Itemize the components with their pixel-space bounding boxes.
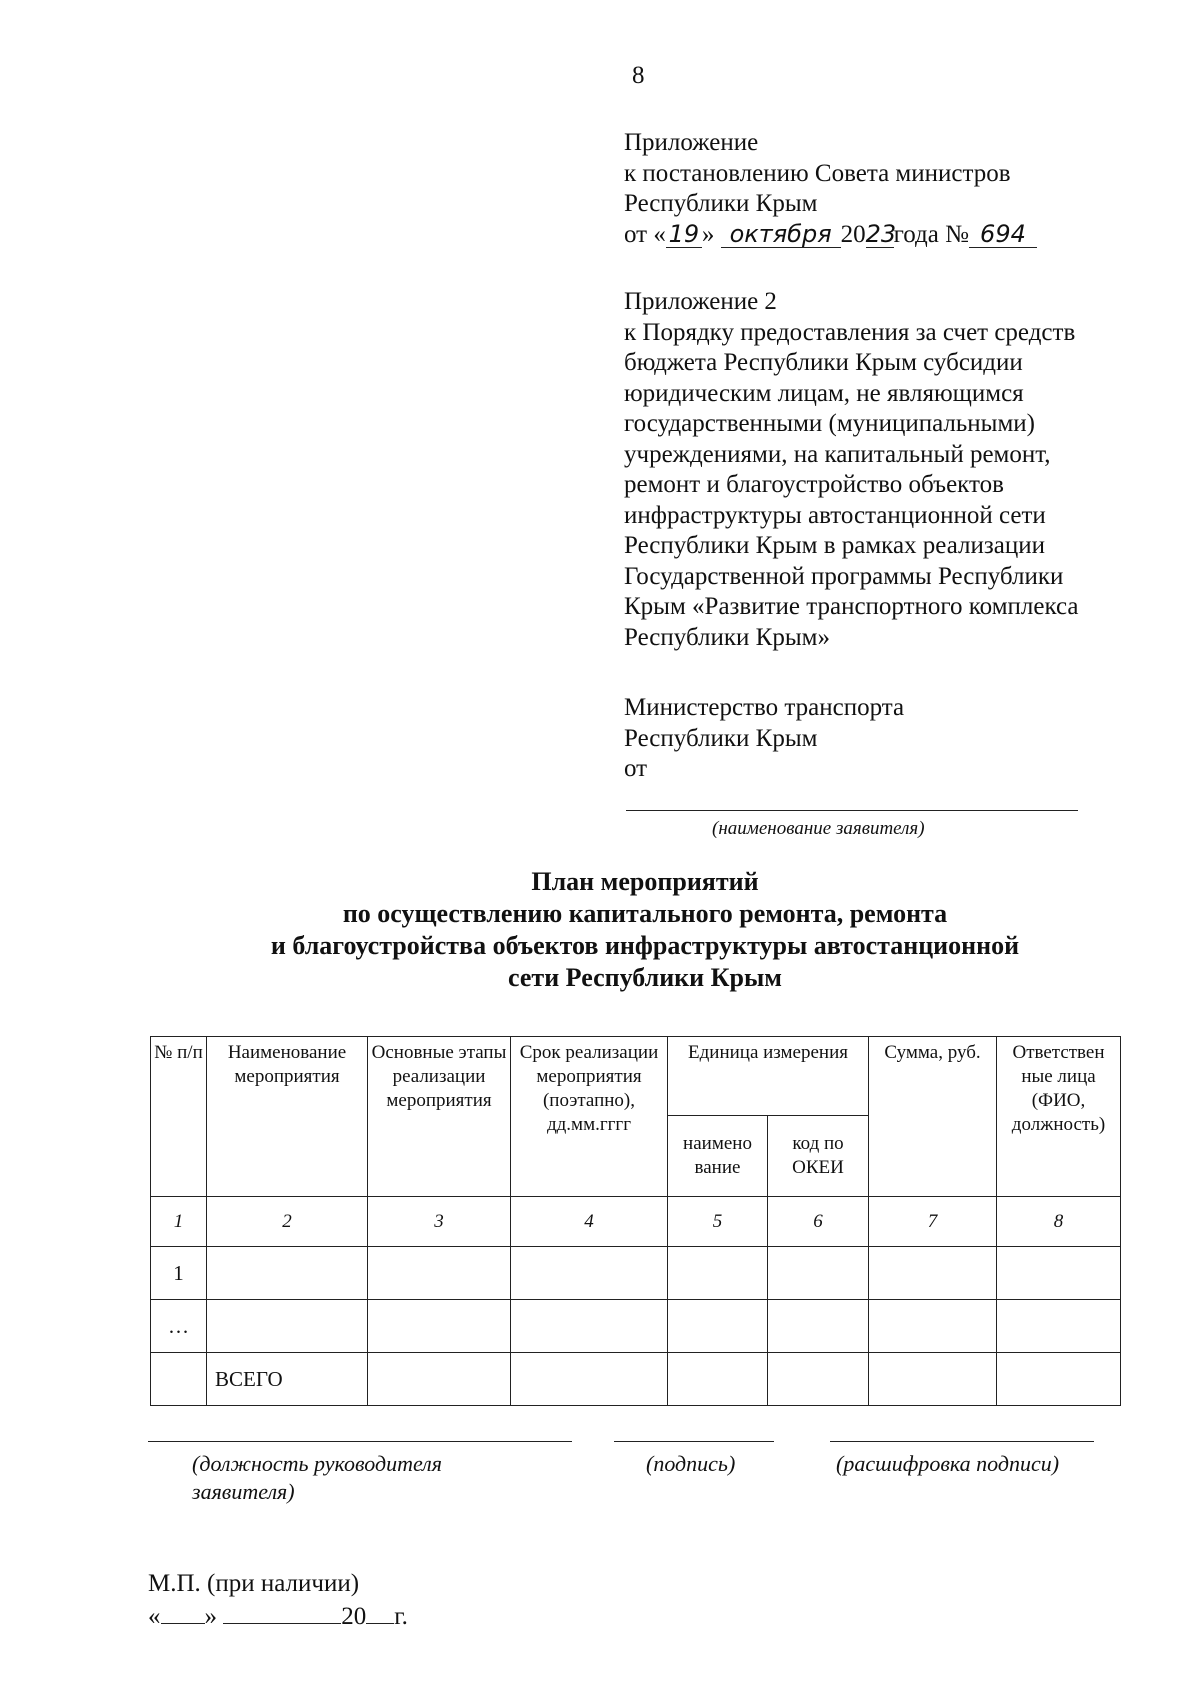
header-unit-name: наимено вание <box>668 1116 768 1197</box>
plan-title-line: по осуществлению капитального ремонта, ремонта <box>342 899 948 928</box>
table-cell <box>668 1300 768 1353</box>
appendix-line: юридическим лицам, не являющимся <box>624 379 1024 407</box>
decree-year-suffix: 23 <box>865 219 897 248</box>
table-cell <box>768 1300 869 1353</box>
decryption-line <box>830 1441 1094 1442</box>
date-year-blank <box>366 1623 394 1624</box>
column-number: 4 <box>511 1197 668 1247</box>
decree-month: октября <box>721 221 841 248</box>
decree-date-line <box>624 220 1144 251</box>
page-number: 8 <box>632 62 645 89</box>
recipient-line-1: Министерство транспорта <box>624 694 905 721</box>
plan-title-line: и благоустройства объектов инфраструктуры автостанционной <box>270 931 1020 960</box>
row-name: ВСЕГО <box>207 1353 368 1406</box>
appendix-line: бюджета Республики Крым субсидии <box>624 349 1023 376</box>
decree-block <box>624 128 1144 250</box>
plan-title-line: сети Республики Крым <box>508 963 782 992</box>
column-number-row <box>151 1197 1121 1247</box>
column-number: 3 <box>368 1197 511 1247</box>
row-num: … <box>151 1300 207 1353</box>
table-cell <box>511 1300 668 1353</box>
date-month-blank <box>223 1623 341 1624</box>
column-number: 5 <box>668 1197 768 1247</box>
decree-year-word: года № <box>893 220 969 248</box>
appendix-line: ремонт и благоустройство объектов <box>624 471 1004 498</box>
table-cell <box>869 1247 997 1300</box>
plan-title <box>0 866 1200 994</box>
table-cell <box>668 1247 768 1300</box>
appendix-block <box>624 287 1184 653</box>
appendix-line: учреждениями, на капитальный ремонт, <box>624 440 1051 468</box>
recipient-block <box>624 693 1124 785</box>
row-num <box>151 1353 207 1406</box>
decree-day: 19 <box>666 221 702 248</box>
table-cell <box>768 1247 869 1300</box>
table-cell <box>668 1353 768 1406</box>
column-number: 2 <box>207 1197 368 1247</box>
table-cell <box>997 1300 1121 1353</box>
table-header-row <box>151 1037 1121 1116</box>
table-cell <box>869 1300 997 1353</box>
appendix-line: Государственной программы Республики <box>624 562 1064 590</box>
header-num: № п/п <box>151 1037 207 1197</box>
header-term: Срок реализации мероприятия (поэтапно), дд.мм.гггг <box>511 1037 668 1197</box>
table-cell <box>368 1300 511 1353</box>
applicant-caption: (наименование заявителя) <box>712 818 925 839</box>
table-cell <box>511 1247 668 1300</box>
appendix-line: к Порядку предоставления за счет средств <box>624 318 1076 346</box>
position-caption: (должность руководителя заявителя) <box>192 1451 442 1504</box>
plan-table <box>150 1036 1121 1406</box>
date-close-quote: » <box>204 1603 217 1630</box>
table-row-total <box>151 1353 1121 1406</box>
date-year-prefix: 20 <box>341 1603 367 1630</box>
decree-date-quote: » <box>701 220 715 248</box>
header-sum: Сумма, руб. <box>869 1037 997 1197</box>
decree-line-1: к постановлению Совета министров <box>624 159 1011 187</box>
column-number: 1 <box>151 1197 207 1247</box>
date-open-quote: « <box>148 1603 161 1630</box>
header-unit-code: код по ОКЕИ <box>768 1116 869 1197</box>
table-row <box>151 1300 1121 1353</box>
decree-date-prefix: от « <box>624 220 666 248</box>
appendix-title: Приложение 2 <box>624 288 777 315</box>
appendix-line: Республики Крым в рамках реализации <box>624 532 1045 559</box>
decree-title: Приложение <box>624 129 759 156</box>
signature-line <box>614 1441 774 1442</box>
plan-title-line: План мероприятий <box>531 867 759 896</box>
header-responsible: Ответствен ные лица (ФИО, должность) <box>997 1037 1121 1197</box>
row-name <box>207 1300 368 1353</box>
appendix-line: инфраструктуры автостанционной сети <box>624 501 1046 529</box>
decree-year-prefix: 20 <box>840 220 866 248</box>
column-number: 7 <box>869 1197 997 1247</box>
row-name <box>207 1247 368 1300</box>
applicant-line <box>626 810 1078 811</box>
table-cell <box>997 1353 1121 1406</box>
table-cell <box>997 1247 1121 1300</box>
table-cell <box>511 1353 668 1406</box>
date-day-blank <box>161 1623 205 1624</box>
decryption-caption: (расшифровка подписи) <box>836 1451 1060 1476</box>
table-cell <box>768 1353 869 1406</box>
appendix-line: государственными (муниципальными) <box>624 410 1035 437</box>
row-num: 1 <box>151 1247 207 1300</box>
recipient-from: от <box>624 755 648 782</box>
appendix-line: Крым «Развитие транспортного комплекса <box>624 593 1079 620</box>
header-name: Наименование мероприятия <box>207 1037 368 1197</box>
stamp-line: М.П. (при наличии) <box>148 1570 360 1597</box>
date-year-suffix: г. <box>394 1603 408 1630</box>
table-cell <box>869 1353 997 1406</box>
recipient-line-2: Республики Крым <box>624 724 818 752</box>
appendix-line: Республики Крым» <box>624 623 830 651</box>
table-cell <box>368 1353 511 1406</box>
stamp-date-line <box>148 1602 408 1632</box>
column-number: 8 <box>997 1197 1121 1247</box>
decree-line-2: Республики Крым <box>624 190 818 217</box>
table-row <box>151 1247 1121 1300</box>
signature-caption: (подпись) <box>646 1451 736 1476</box>
table-cell <box>368 1247 511 1300</box>
decree-number: 694 <box>969 221 1037 248</box>
header-unit: Единица измерения <box>668 1037 869 1116</box>
column-number: 6 <box>768 1197 869 1247</box>
header-stages: Основные этапы реализации мероприятия <box>368 1037 511 1197</box>
position-line <box>148 1441 572 1442</box>
